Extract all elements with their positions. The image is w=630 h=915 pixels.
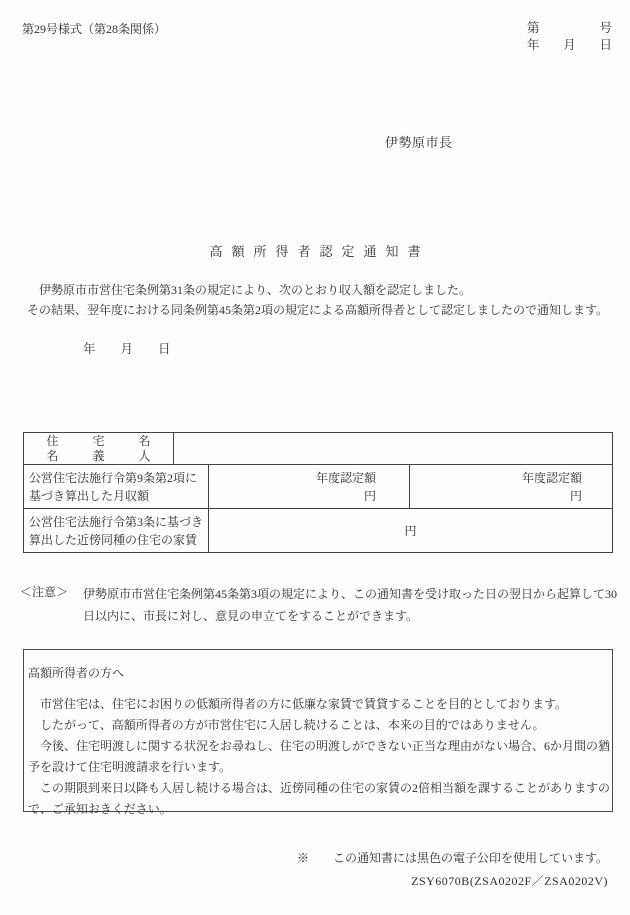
info-box-line: 今後、住宅明渡しに関する状況をお尋ねし、住宅の明渡しができない正当な理由がない場合、6か月間の猶 — [28, 739, 611, 753]
table-row-nearby-rent — [24, 508, 612, 552]
label-line: 公営住宅法施行令第3条に基づき — [29, 515, 204, 529]
form-number: 第29号様式（第28条関係） — [22, 22, 167, 36]
yearly-amount-cell-1 — [209, 465, 410, 508]
label-char: 宅 — [92, 433, 105, 448]
housing-name-label — [47, 434, 151, 449]
label-line: 基づき算出した月収額 — [29, 489, 150, 503]
header-date-month: 月 — [563, 38, 576, 52]
electronic-seal-note: ※ この通知書には黒色の電子公印を使用しています。 — [296, 851, 608, 865]
document-title: 高額所得者認定通知書 — [209, 244, 430, 259]
notice-label: ＜注意＞ — [20, 585, 69, 599]
label-char: 人 — [138, 448, 151, 463]
yearly-amount-label: 年度認定額 — [521, 471, 582, 485]
housing-name-label-cell — [24, 433, 174, 464]
info-box-line: で、ご承知おきください。 — [28, 802, 172, 816]
info-box-line: したがって、高額所得者の方が市営住宅に入居し続けることは、本来の目的ではありません。 — [28, 718, 545, 732]
form-code: ZSY6070B(ZSA0202F／ZSA0202V) — [411, 874, 608, 888]
notice-text-line: 伊勢原市市営住宅条例第45条第3項の規定により、この通知書を受け取った日の翌日から起算して30 — [83, 587, 618, 601]
table-row-monthly-income — [24, 464, 612, 508]
yen-unit: 円 — [569, 489, 582, 503]
label-char: 名 — [46, 448, 59, 463]
notice-text — [83, 583, 617, 627]
nearby-rent-value-cell — [209, 509, 612, 552]
label-line: 公営住宅法施行令第9条第2項に — [29, 471, 198, 485]
header-date-line — [527, 37, 612, 54]
doc-number-block — [527, 20, 612, 54]
issue-date-line: 年 月 日 — [83, 342, 171, 356]
label-char: 名 — [138, 433, 151, 448]
doc-number-line — [527, 20, 612, 37]
yen-unit: 円 — [363, 489, 376, 503]
body-paragraph-line: 伊勢原市市営住宅条例第31条の規定により、次のとおり収入額を認定しました。 — [27, 283, 472, 297]
yearly-amount-cell-2 — [410, 465, 612, 508]
yearly-amount-label: 年度認定額 — [315, 471, 376, 485]
doc-number-prefix: 第 — [527, 21, 540, 35]
nearby-rent-label-cell — [24, 509, 209, 552]
high-income-info-box — [23, 649, 613, 816]
body-paragraph — [27, 280, 608, 320]
body-paragraph-line: その結果、翌年度における同条例第45条第2項の規定による高額所得者として認定しましたので通知します。 — [27, 303, 609, 317]
holder-name-label — [47, 449, 151, 464]
header-date-day: 日 — [599, 38, 612, 52]
header-date-year: 年 — [527, 38, 540, 52]
addressee-mayor: 伊勢原市長 — [385, 135, 453, 150]
table-row-housing-name — [24, 433, 612, 464]
label-char: 住 — [46, 433, 59, 448]
doc-number-suffix: 号 — [599, 21, 612, 35]
info-box-line: 市営住宅は、住宅にお困りの低額所得者の方に低廉な家賃で賃貸することを目的としております。 — [28, 697, 568, 711]
label-char: 義 — [92, 448, 105, 463]
label-line: 算出した近傍同種の住宅の家賃 — [29, 533, 198, 547]
info-box-line: この期限到来日以降も入居し続ける場合は、近傍同種の住宅の家賃の2倍相当額を課することがありますの — [28, 781, 611, 795]
info-box-body — [28, 694, 612, 820]
housing-name-value-cell — [174, 433, 612, 464]
notice-text-line: 日以内に、市長に対し、意見の申立てをすることができます。 — [83, 609, 419, 623]
yen-unit: 円 — [404, 524, 417, 538]
info-box-heading: 高額所得者の方へ — [28, 666, 125, 680]
monthly-income-label-cell — [24, 465, 209, 508]
recognition-table — [23, 432, 613, 553]
info-box-line: 予を設けて住宅明渡請求を行います。 — [28, 760, 232, 774]
